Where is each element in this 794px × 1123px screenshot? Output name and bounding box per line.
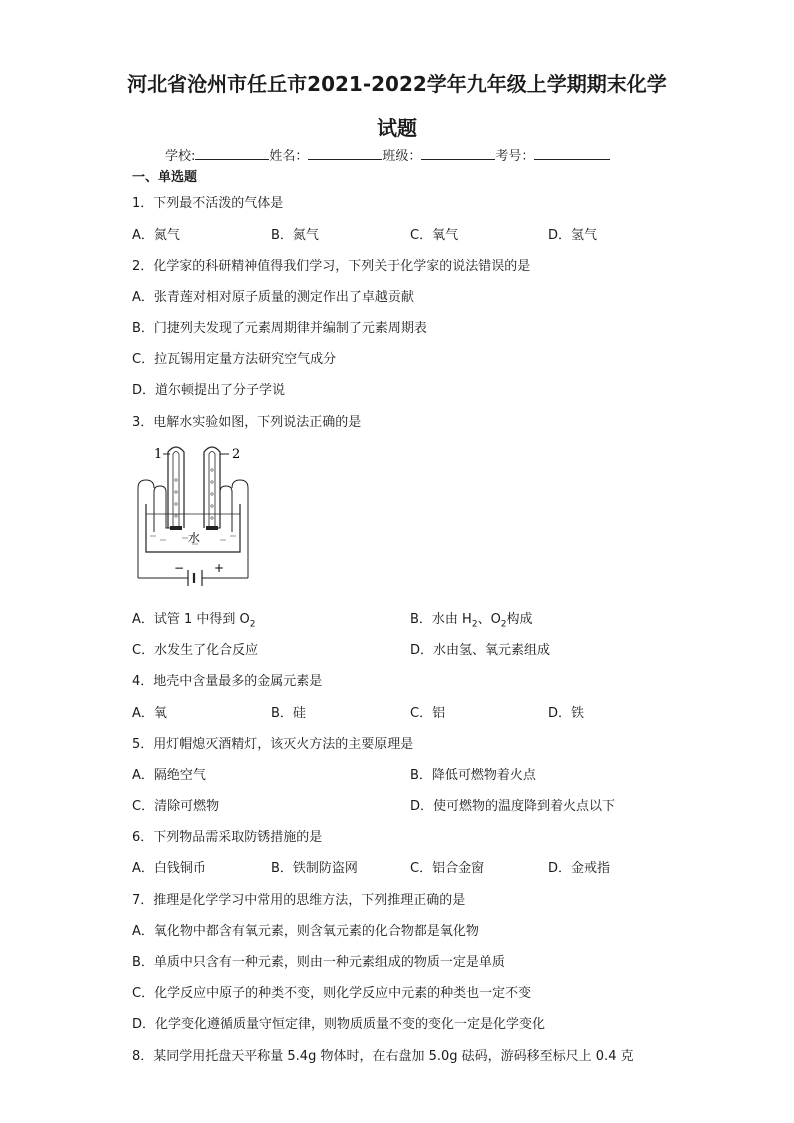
q1-option-b: B．氮气 xyxy=(271,228,319,243)
q3-b-sub2: 2 xyxy=(500,619,507,630)
q3-option-d: D．水由氢、氧元素组成 xyxy=(410,643,551,658)
q7-option-b: B．单质中只含有一种元素，则由一种元素组成的物质一定是单质 xyxy=(132,955,505,970)
exam-title-line2: 试题 xyxy=(377,116,417,140)
exam-title: 河北省沧州市任丘市2021-2022学年九年级上学期期末化学 xyxy=(127,72,667,96)
student-info-row xyxy=(165,145,610,164)
q3-option-c: C．水发生了化合反应 xyxy=(132,643,259,658)
question-4-stem: 4．地壳中含量最多的金属元素是 xyxy=(132,674,323,689)
q2-option-c: C．拉瓦锡用定量方法研究空气成分 xyxy=(132,352,337,367)
positive-terminal: + xyxy=(214,561,225,575)
test-tube-1-inner xyxy=(173,452,179,529)
q1-option-c: C．氧气 xyxy=(410,228,459,243)
q6-option-d: D．金戒指 xyxy=(548,861,611,876)
school-blank xyxy=(195,147,269,160)
question-6-stem: 6．下列物品需采取防锈措施的是 xyxy=(132,830,323,845)
question-2-stem: 2．化学家的科研精神值得我们学习，下列关于化学家的说法错误的是 xyxy=(132,259,531,274)
q3-option-a xyxy=(132,608,256,630)
q3-b-sub1: 2 xyxy=(471,619,478,630)
q4-option-d: D．铁 xyxy=(548,706,585,721)
question-5-stem: 5．用灯帽熄灭酒精灯，该灭火方法的主要原理是 xyxy=(132,737,414,752)
q3-a-text: A．试管 1 中得到 O xyxy=(132,612,250,627)
q6-option-b: B．铁制防盗网 xyxy=(271,861,358,876)
negative-terminal: − xyxy=(174,561,185,575)
school-label: 学校: xyxy=(165,149,196,164)
wire-right-inner xyxy=(218,486,232,532)
electrolysis-diagram xyxy=(132,440,262,590)
q4-option-b: B．硅 xyxy=(271,706,306,721)
tube-2-label: 2 xyxy=(232,447,241,462)
number-label: 考号： xyxy=(495,149,535,164)
q5-option-b: B．降低可燃物着火点 xyxy=(410,768,536,783)
test-tube-1 xyxy=(168,447,184,528)
q1-option-a: A．氮气 xyxy=(132,228,180,243)
q4-option-c: C．铝 xyxy=(410,706,446,721)
q7-option-d: D．化学变化遵循质量守恒定律，则物质质量不变的变化一定是化学变化 xyxy=(132,1017,546,1032)
q2-option-d: D．道尔顿提出了分子学说 xyxy=(132,383,286,398)
q6-option-a: A．白钱铜币 xyxy=(132,861,206,876)
q5-option-d: D．使可燃物的温度降到着火点以下 xyxy=(410,799,616,814)
q2-option-a: A．张青莲对相对原子质量的测定作出了卓越贡献 xyxy=(132,290,414,305)
class-label: 班级： xyxy=(382,149,422,164)
tube-1-label: 1 xyxy=(154,447,163,462)
q7-option-a: A．氧化物中都含有氧元素，则含氧元素的化合物都是氧化物 xyxy=(132,924,479,939)
q3-b-post: 构成 xyxy=(506,612,533,627)
number-blank xyxy=(534,147,610,160)
q3-b-text: B．水由 H xyxy=(410,612,472,627)
q3-b-mid: 、O xyxy=(477,612,501,627)
electrode-2 xyxy=(206,526,218,530)
q6-option-c: C．铝合金窗 xyxy=(410,861,485,876)
class-blank xyxy=(421,147,495,160)
q3-a-sub: 2 xyxy=(249,619,256,630)
gas-bubbles xyxy=(175,469,213,519)
question-1-stem: 1．下列最不活泼的气体是 xyxy=(132,196,284,211)
name-label: 姓名： xyxy=(269,149,309,164)
question-3-stem: 3．电解水实验如图，下列说法正确的是 xyxy=(132,415,362,430)
q2-option-b: B．门捷列夫发现了元素周期律并编制了元素周期表 xyxy=(132,321,427,336)
test-tube-2 xyxy=(204,447,220,528)
q7-option-c: C．化学反应中原子的种类不变，则化学反应中元素的种类也一定不变 xyxy=(132,986,532,1001)
electrode-1 xyxy=(170,526,182,530)
section-heading: 一、单选题 xyxy=(132,170,198,185)
question-7-stem: 7．推理是化学学习中常用的思维方法，下列推理正确的是 xyxy=(132,893,466,908)
q5-option-c: C．清除可燃物 xyxy=(132,799,220,814)
question-8-stem: 8．某同学用托盘天平称量 5.4g 物体时，在右盘加 5.0g 砝码，游码移至标尺上 0.4 克 xyxy=(132,1049,634,1064)
q5-option-a: A．隔绝空气 xyxy=(132,768,206,783)
name-blank xyxy=(308,147,382,160)
q1-option-d: D．氢气 xyxy=(548,228,598,243)
water-label: 水 xyxy=(188,531,201,545)
q4-option-a: A．氧 xyxy=(132,706,167,721)
q3-option-b xyxy=(410,608,533,630)
